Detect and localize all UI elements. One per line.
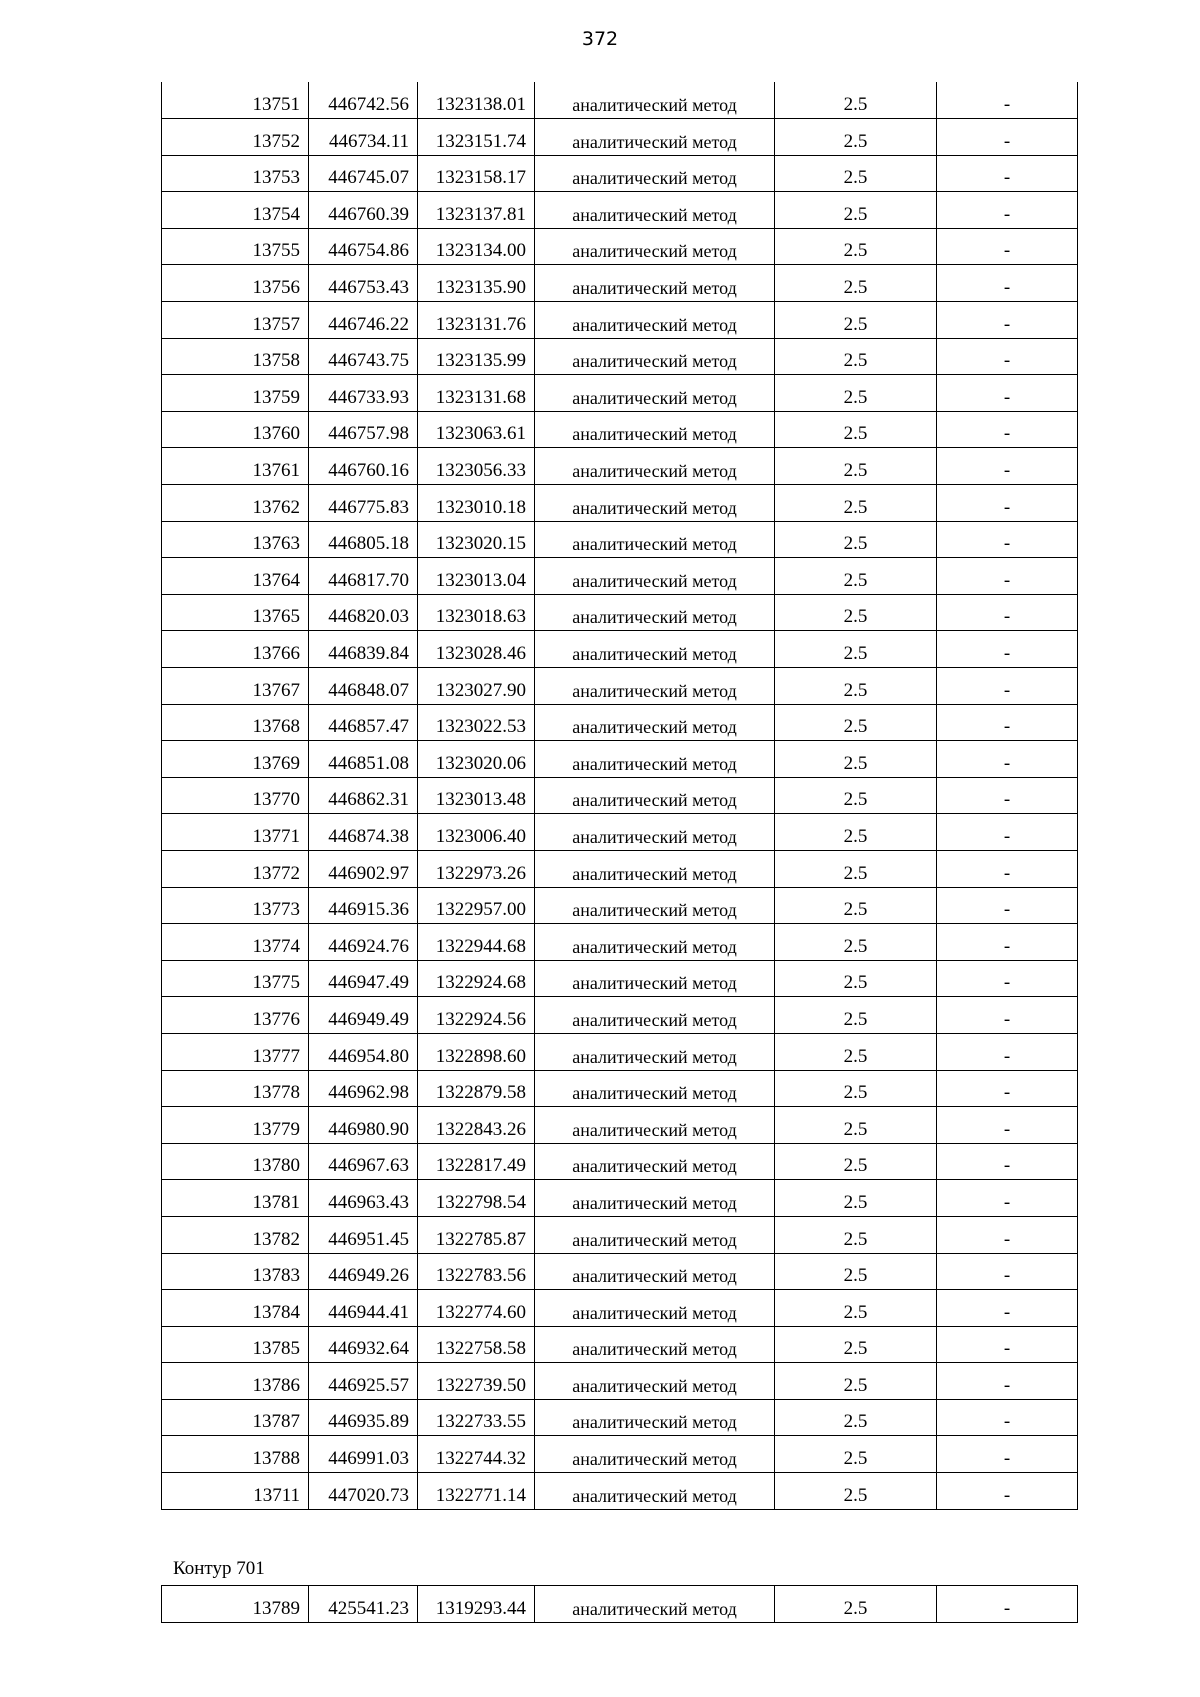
table-row (162, 558, 1078, 595)
table-row (162, 192, 1078, 229)
contour-table-body (162, 1586, 1078, 1623)
point-number-cell: 13759 (162, 375, 309, 412)
y-coordinate-cell: 1322733.55 (418, 1399, 535, 1436)
point-number-cell: 13780 (162, 1143, 309, 1180)
x-coordinate-cell: 446862.31 (309, 777, 418, 814)
x-coordinate-cell: 446924.76 (309, 924, 418, 961)
precision-cell: 2.5 (775, 265, 937, 302)
x-coordinate-cell: 446949.49 (309, 997, 418, 1034)
note-cell: - (937, 192, 1078, 229)
y-coordinate-cell: 1323056.33 (418, 448, 535, 485)
method-cell: аналитический метод (535, 1436, 775, 1473)
table-row (162, 1107, 1078, 1144)
point-number-cell: 13755 (162, 228, 309, 265)
x-coordinate-cell: 446734.11 (309, 119, 418, 156)
table-row (162, 1180, 1078, 1217)
precision-cell: 2.5 (775, 850, 937, 887)
y-coordinate-cell: 1323022.53 (418, 704, 535, 741)
y-coordinate-cell: 1323137.81 (418, 192, 535, 229)
table-row (162, 1436, 1078, 1473)
precision-cell: 2.5 (775, 1399, 937, 1436)
x-coordinate-cell: 446760.39 (309, 192, 418, 229)
method-cell: аналитический метод (535, 1143, 775, 1180)
note-cell: - (937, 777, 1078, 814)
x-coordinate-cell: 425541.23 (309, 1586, 418, 1623)
point-number-cell: 13788 (162, 1436, 309, 1473)
y-coordinate-cell: 1322843.26 (418, 1107, 535, 1144)
table-row (162, 850, 1078, 887)
table-row (162, 338, 1078, 375)
precision-cell: 2.5 (775, 411, 937, 448)
point-number-cell: 13757 (162, 302, 309, 339)
table-row (162, 594, 1078, 631)
y-coordinate-cell: 1323013.04 (418, 558, 535, 595)
point-number-cell: 13711 (162, 1473, 309, 1510)
table-row (162, 228, 1078, 265)
point-number-cell: 13764 (162, 558, 309, 595)
x-coordinate-cell: 446949.26 (309, 1253, 418, 1290)
point-number-cell: 13761 (162, 448, 309, 485)
point-number-cell: 13787 (162, 1399, 309, 1436)
point-number-cell: 13752 (162, 119, 309, 156)
precision-cell: 2.5 (775, 704, 937, 741)
method-cell: аналитический метод (535, 1363, 775, 1400)
note-cell: - (937, 228, 1078, 265)
table-row (162, 265, 1078, 302)
point-number-cell: 13775 (162, 960, 309, 997)
precision-cell: 2.5 (775, 1290, 937, 1327)
note-cell: - (937, 1290, 1078, 1327)
precision-cell: 2.5 (775, 1180, 937, 1217)
precision-cell: 2.5 (775, 631, 937, 668)
table-row (162, 1143, 1078, 1180)
y-coordinate-cell: 1322798.54 (418, 1180, 535, 1217)
x-coordinate-cell: 446980.90 (309, 1107, 418, 1144)
method-cell: аналитический метод (535, 1033, 775, 1070)
y-coordinate-cell: 1323020.06 (418, 741, 535, 778)
x-coordinate-cell: 446745.07 (309, 155, 418, 192)
method-cell: аналитический метод (535, 155, 775, 192)
y-coordinate-cell: 1323010.18 (418, 485, 535, 522)
method-cell: аналитический метод (535, 1253, 775, 1290)
point-number-cell: 13765 (162, 594, 309, 631)
note-cell: - (937, 1253, 1078, 1290)
point-number-cell: 13758 (162, 338, 309, 375)
y-coordinate-cell: 1322774.60 (418, 1290, 535, 1327)
method-cell: аналитический метод (535, 960, 775, 997)
table-row (162, 1326, 1078, 1363)
point-number-cell: 13789 (162, 1586, 309, 1623)
point-number-cell: 13784 (162, 1290, 309, 1327)
y-coordinate-cell: 1323027.90 (418, 668, 535, 705)
precision-cell: 2.5 (775, 668, 937, 705)
y-coordinate-cell: 1323138.01 (418, 82, 535, 119)
coordinates-table-body (162, 82, 1078, 1509)
precision-cell: 2.5 (775, 1586, 937, 1623)
method-cell: аналитический метод (535, 1326, 775, 1363)
y-coordinate-cell: 1323063.61 (418, 411, 535, 448)
x-coordinate-cell: 446902.97 (309, 850, 418, 887)
point-number-cell: 13767 (162, 668, 309, 705)
x-coordinate-cell: 446733.93 (309, 375, 418, 412)
precision-cell: 2.5 (775, 814, 937, 851)
point-number-cell: 13754 (162, 192, 309, 229)
note-cell: - (937, 960, 1078, 997)
precision-cell: 2.5 (775, 338, 937, 375)
method-cell: аналитический метод (535, 228, 775, 265)
note-cell: - (937, 814, 1078, 851)
precision-cell: 2.5 (775, 119, 937, 156)
precision-cell: 2.5 (775, 1143, 937, 1180)
precision-cell: 2.5 (775, 228, 937, 265)
y-coordinate-cell: 1322973.26 (418, 850, 535, 887)
precision-cell: 2.5 (775, 1253, 937, 1290)
method-cell: аналитический метод (535, 1586, 775, 1623)
precision-cell: 2.5 (775, 485, 937, 522)
table-row (162, 1216, 1078, 1253)
method-cell: аналитический метод (535, 82, 775, 119)
y-coordinate-cell: 1322783.56 (418, 1253, 535, 1290)
method-cell: аналитический метод (535, 594, 775, 631)
precision-cell: 2.5 (775, 448, 937, 485)
table-row (162, 1363, 1078, 1400)
table-row (162, 1253, 1078, 1290)
y-coordinate-cell: 1322957.00 (418, 887, 535, 924)
point-number-cell: 13771 (162, 814, 309, 851)
method-cell: аналитический метод (535, 924, 775, 961)
x-coordinate-cell: 446967.63 (309, 1143, 418, 1180)
x-coordinate-cell: 446935.89 (309, 1399, 418, 1436)
table-row (162, 1290, 1078, 1327)
y-coordinate-cell: 1322771.14 (418, 1473, 535, 1510)
method-cell: аналитический метод (535, 1216, 775, 1253)
note-cell: - (937, 1070, 1078, 1107)
precision-cell: 2.5 (775, 192, 937, 229)
precision-cell: 2.5 (775, 1326, 937, 1363)
note-cell: - (937, 1143, 1078, 1180)
point-number-cell: 13777 (162, 1033, 309, 1070)
table-row (162, 1586, 1078, 1623)
method-cell: аналитический метод (535, 558, 775, 595)
note-cell: - (937, 631, 1078, 668)
x-coordinate-cell: 446754.86 (309, 228, 418, 265)
y-coordinate-cell: 1322879.58 (418, 1070, 535, 1107)
precision-cell: 2.5 (775, 960, 937, 997)
note-cell: - (937, 741, 1078, 778)
coordinates-table (161, 82, 1078, 1510)
table-row (162, 924, 1078, 961)
note-cell: - (937, 997, 1078, 1034)
method-cell: аналитический метод (535, 741, 775, 778)
note-cell: - (937, 119, 1078, 156)
x-coordinate-cell: 446851.08 (309, 741, 418, 778)
table-row (162, 155, 1078, 192)
table-row (162, 302, 1078, 339)
y-coordinate-cell: 1322898.60 (418, 1033, 535, 1070)
method-cell: аналитический метод (535, 887, 775, 924)
method-cell: аналитический метод (535, 302, 775, 339)
y-coordinate-cell: 1323151.74 (418, 119, 535, 156)
precision-cell: 2.5 (775, 1436, 937, 1473)
note-cell: - (937, 668, 1078, 705)
point-number-cell: 13751 (162, 82, 309, 119)
y-coordinate-cell: 1322924.56 (418, 997, 535, 1034)
point-number-cell: 13760 (162, 411, 309, 448)
contour-label: Контур 701 (173, 1558, 265, 1579)
method-cell: аналитический метод (535, 1070, 775, 1107)
point-number-cell: 13773 (162, 887, 309, 924)
note-cell: - (937, 1216, 1078, 1253)
precision-cell: 2.5 (775, 997, 937, 1034)
method-cell: аналитический метод (535, 485, 775, 522)
y-coordinate-cell: 1323135.90 (418, 265, 535, 302)
x-coordinate-cell: 446757.98 (309, 411, 418, 448)
precision-cell: 2.5 (775, 558, 937, 595)
method-cell: аналитический метод (535, 1473, 775, 1510)
method-cell: аналитический метод (535, 265, 775, 302)
note-cell: - (937, 1033, 1078, 1070)
note-cell: - (937, 521, 1078, 558)
page-number: 372 (581, 28, 619, 50)
x-coordinate-cell: 446874.38 (309, 814, 418, 851)
note-cell: - (937, 924, 1078, 961)
method-cell: аналитический метод (535, 448, 775, 485)
precision-cell: 2.5 (775, 1107, 937, 1144)
table-row (162, 1399, 1078, 1436)
method-cell: аналитический метод (535, 411, 775, 448)
precision-cell: 2.5 (775, 1473, 937, 1510)
x-coordinate-cell: 446775.83 (309, 485, 418, 522)
x-coordinate-cell: 446760.16 (309, 448, 418, 485)
method-cell: аналитический метод (535, 1399, 775, 1436)
method-cell: аналитический метод (535, 777, 775, 814)
x-coordinate-cell: 446962.98 (309, 1070, 418, 1107)
table-row (162, 1070, 1078, 1107)
method-cell: аналитический метод (535, 375, 775, 412)
note-cell: - (937, 594, 1078, 631)
table-row (162, 485, 1078, 522)
x-coordinate-cell: 446839.84 (309, 631, 418, 668)
x-coordinate-cell: 446848.07 (309, 668, 418, 705)
note-cell: - (937, 1180, 1078, 1217)
point-number-cell: 13768 (162, 704, 309, 741)
note-cell: - (937, 1107, 1078, 1144)
note-cell: - (937, 375, 1078, 412)
note-cell: - (937, 411, 1078, 448)
y-coordinate-cell: 1323006.40 (418, 814, 535, 851)
y-coordinate-cell: 1323135.99 (418, 338, 535, 375)
point-number-cell: 13763 (162, 521, 309, 558)
y-coordinate-cell: 1323020.15 (418, 521, 535, 558)
x-coordinate-cell: 446820.03 (309, 594, 418, 631)
y-coordinate-cell: 1323158.17 (418, 155, 535, 192)
y-coordinate-cell: 1323028.46 (418, 631, 535, 668)
table-row (162, 814, 1078, 851)
point-number-cell: 13778 (162, 1070, 309, 1107)
point-number-cell: 13766 (162, 631, 309, 668)
point-number-cell: 13774 (162, 924, 309, 961)
table-row (162, 704, 1078, 741)
precision-cell: 2.5 (775, 887, 937, 924)
point-number-cell: 13756 (162, 265, 309, 302)
note-cell: - (937, 265, 1078, 302)
note-cell: - (937, 302, 1078, 339)
table-row (162, 668, 1078, 705)
table-row (162, 741, 1078, 778)
table-row (162, 887, 1078, 924)
table-row (162, 960, 1078, 997)
point-number-cell: 13782 (162, 1216, 309, 1253)
note-cell: - (937, 155, 1078, 192)
x-coordinate-cell: 446915.36 (309, 887, 418, 924)
precision-cell: 2.5 (775, 924, 937, 961)
point-number-cell: 13753 (162, 155, 309, 192)
y-coordinate-cell: 1323131.68 (418, 375, 535, 412)
x-coordinate-cell: 446805.18 (309, 521, 418, 558)
contour-coordinates-table (161, 1585, 1078, 1623)
x-coordinate-cell: 446954.80 (309, 1033, 418, 1070)
table-row (162, 1033, 1078, 1070)
x-coordinate-cell: 447020.73 (309, 1473, 418, 1510)
x-coordinate-cell: 446857.47 (309, 704, 418, 741)
method-cell: аналитический метод (535, 521, 775, 558)
table-row (162, 997, 1078, 1034)
method-cell: аналитический метод (535, 119, 775, 156)
precision-cell: 2.5 (775, 1216, 937, 1253)
note-cell: - (937, 887, 1078, 924)
x-coordinate-cell: 446944.41 (309, 1290, 418, 1327)
x-coordinate-cell: 446743.75 (309, 338, 418, 375)
x-coordinate-cell: 446932.64 (309, 1326, 418, 1363)
note-cell: - (937, 338, 1078, 375)
point-number-cell: 13776 (162, 997, 309, 1034)
note-cell: - (937, 485, 1078, 522)
method-cell: аналитический метод (535, 814, 775, 851)
precision-cell: 2.5 (775, 302, 937, 339)
table-row (162, 411, 1078, 448)
precision-cell: 2.5 (775, 594, 937, 631)
point-number-cell: 13783 (162, 1253, 309, 1290)
point-number-cell: 13779 (162, 1107, 309, 1144)
x-coordinate-cell: 446963.43 (309, 1180, 418, 1217)
method-cell: аналитический метод (535, 704, 775, 741)
note-cell: - (937, 1326, 1078, 1363)
point-number-cell: 13762 (162, 485, 309, 522)
y-coordinate-cell: 1322817.49 (418, 1143, 535, 1180)
precision-cell: 2.5 (775, 375, 937, 412)
method-cell: аналитический метод (535, 850, 775, 887)
note-cell: - (937, 1399, 1078, 1436)
table-row (162, 448, 1078, 485)
point-number-cell: 13781 (162, 1180, 309, 1217)
y-coordinate-cell: 1322758.58 (418, 1326, 535, 1363)
precision-cell: 2.5 (775, 1070, 937, 1107)
precision-cell: 2.5 (775, 777, 937, 814)
note-cell: - (937, 704, 1078, 741)
note-cell: - (937, 1436, 1078, 1473)
x-coordinate-cell: 446947.49 (309, 960, 418, 997)
precision-cell: 2.5 (775, 82, 937, 119)
table-row (162, 777, 1078, 814)
y-coordinate-cell: 1322944.68 (418, 924, 535, 961)
x-coordinate-cell: 446991.03 (309, 1436, 418, 1473)
point-number-cell: 13785 (162, 1326, 309, 1363)
x-coordinate-cell: 446742.56 (309, 82, 418, 119)
precision-cell: 2.5 (775, 1033, 937, 1070)
note-cell: - (937, 1586, 1078, 1623)
method-cell: аналитический метод (535, 1290, 775, 1327)
table-row (162, 119, 1078, 156)
method-cell: аналитический метод (535, 1107, 775, 1144)
precision-cell: 2.5 (775, 741, 937, 778)
y-coordinate-cell: 1323134.00 (418, 228, 535, 265)
note-cell: - (937, 558, 1078, 595)
method-cell: аналитический метод (535, 192, 775, 229)
x-coordinate-cell: 446925.57 (309, 1363, 418, 1400)
y-coordinate-cell: 1323013.48 (418, 777, 535, 814)
method-cell: аналитический метод (535, 338, 775, 375)
method-cell: аналитический метод (535, 1180, 775, 1217)
table-row (162, 1473, 1078, 1510)
precision-cell: 2.5 (775, 521, 937, 558)
y-coordinate-cell: 1322785.87 (418, 1216, 535, 1253)
y-coordinate-cell: 1319293.44 (418, 1586, 535, 1623)
y-coordinate-cell: 1323018.63 (418, 594, 535, 631)
precision-cell: 2.5 (775, 1363, 937, 1400)
x-coordinate-cell: 446753.43 (309, 265, 418, 302)
note-cell: - (937, 1363, 1078, 1400)
note-cell: - (937, 448, 1078, 485)
method-cell: аналитический метод (535, 997, 775, 1034)
table-row (162, 521, 1078, 558)
table-row (162, 375, 1078, 412)
table-row (162, 82, 1078, 119)
y-coordinate-cell: 1322739.50 (418, 1363, 535, 1400)
method-cell: аналитический метод (535, 668, 775, 705)
note-cell: - (937, 82, 1078, 119)
y-coordinate-cell: 1322744.32 (418, 1436, 535, 1473)
note-cell: - (937, 850, 1078, 887)
y-coordinate-cell: 1323131.76 (418, 302, 535, 339)
note-cell: - (937, 1473, 1078, 1510)
x-coordinate-cell: 446817.70 (309, 558, 418, 595)
y-coordinate-cell: 1322924.68 (418, 960, 535, 997)
point-number-cell: 13772 (162, 850, 309, 887)
point-number-cell: 13786 (162, 1363, 309, 1400)
precision-cell: 2.5 (775, 155, 937, 192)
point-number-cell: 13770 (162, 777, 309, 814)
point-number-cell: 13769 (162, 741, 309, 778)
method-cell: аналитический метод (535, 631, 775, 668)
x-coordinate-cell: 446746.22 (309, 302, 418, 339)
table-row (162, 631, 1078, 668)
x-coordinate-cell: 446951.45 (309, 1216, 418, 1253)
